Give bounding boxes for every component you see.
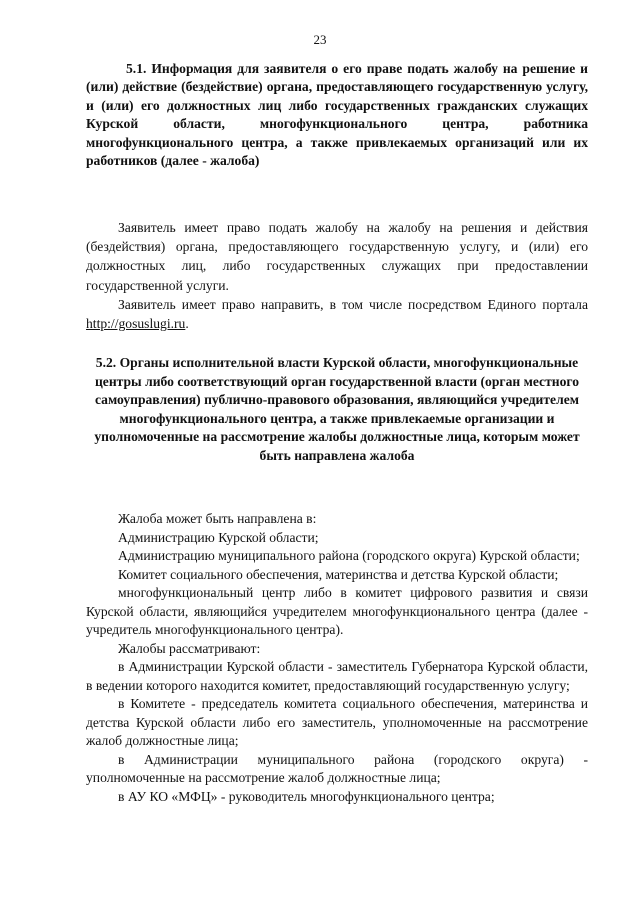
paragraph-2-end: .	[185, 316, 189, 332]
section-5-2-paragraph: в Администрации Курской области - заместитель Губернатора Курской области, в ведении которого находится комитет, предоставляющий государственную услугу;	[86, 659, 588, 693]
section-5-2-paragraph: в Комитете - председатель комитета социального обеспечения, материнства и детства Курской области либо его заместитель, уполномоченные на рассмотрение жалоб должностные лица;	[86, 696, 588, 748]
page-number: 23	[313, 32, 327, 47]
section-5-2-heading: 5.2. Органы исполнительной власти Курской области, многофункциональные центры либо соответствующий орган государственной власти (орган местного самоуправления) публично-правового образования, являющийся учредителем многофункционального центра, а также привлекаемые организации и уполномоченные на рассмотрение жалобы должностные лица, которым может быть направлена жалоба	[94, 355, 580, 463]
paragraph-2-text: Заявитель имеет право направить, в том числе посредством Единого портала	[118, 296, 588, 312]
section-5-2-paragraph: Жалоба может быть направлена в:	[118, 511, 317, 526]
section-5-2-body	[86, 510, 588, 806]
section-5-2-paragraph: Комитет социального обеспечения, материнства и детства Курской области;	[118, 566, 559, 582]
section-5-2-paragraph: в Администрации муниципального района (городского округа) - уполномоченные на рассмотрение жалоб должностные лица;	[86, 751, 588, 785]
section-5-2-paragraph: в АУ КО «МФЦ» - руководитель многофункционального центра;	[118, 788, 495, 804]
section-5-2-paragraph: Администрацию муниципального района (городского округа) Курской области;	[118, 548, 580, 563]
section-5-1-paragraph-2	[86, 295, 588, 333]
section-5-2-paragraph: многофункциональный центр либо в комитет цифрового развития и связи Курской области, являющийся учредителем многофункционального центра (далее - учредитель многофункционального центра).	[86, 585, 588, 637]
section-5-2-paragraph: Администрацию Курской области;	[118, 529, 319, 545]
section-5-1-heading: 5.1. Информация для заявителя о его праве подать жалобу на решение и (или) действие (бездействие) органа, предоставляющего государственную услугу, и (или) его должностных лиц либо государственных гражданских служащих Курской области, многофункционального центра, работника многофункционального центра, а также привлекаемых организаций или их работников (далее - жалоба)	[86, 61, 588, 169]
section-5-1-body	[86, 218, 588, 333]
gosuslugi-link[interactable]: http://gosuslugi.ru	[86, 316, 186, 332]
section-5-1-paragraph-1: Заявитель имеет право подать жалобу на жалобу на решения и действия (бездействия) органа, предоставляющего государственную услугу, и (или) его должностных лиц, либо государственных служащих при предоставлении государственной услуги.	[86, 220, 588, 293]
section-5-2-paragraph: Жалобы рассматривают:	[118, 640, 261, 656]
